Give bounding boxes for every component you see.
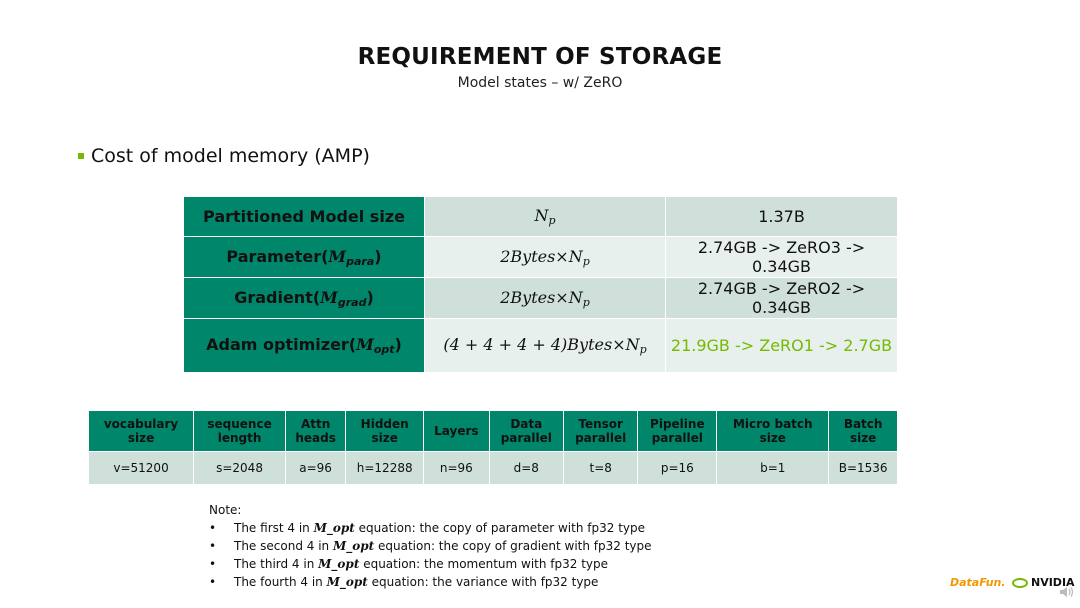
slide-title: REQUIREMENT OF STORAGE — [357, 44, 723, 70]
config-header: Attn heads — [285, 411, 345, 452]
slide-subtitle: Model states – w/ ZeRO — [457, 75, 623, 91]
config-value: h=12288 — [346, 452, 424, 485]
memory-row — [184, 278, 898, 319]
formula-prefix: 2Bytes× — [500, 246, 569, 266]
bullet-item — [78, 145, 370, 167]
config-header: Hidden size — [346, 411, 424, 452]
row-formula — [425, 237, 666, 278]
label-sub: para — [346, 254, 375, 268]
row-formula — [425, 278, 666, 319]
row-formula — [425, 319, 666, 373]
nvidia-eye-icon — [1012, 578, 1028, 588]
memory-table — [183, 196, 898, 373]
formula-prefix: 2Bytes× — [500, 287, 569, 307]
note-item: • The fourth 4 in M_opt equation: the variance with fp32 type — [209, 573, 652, 591]
formula-base: N — [625, 335, 640, 354]
bullet-square-icon — [78, 153, 84, 159]
note-list — [209, 519, 652, 591]
label-sub: opt — [373, 343, 395, 356]
note-item: • The first 4 in M_opt equation: the copy of parameter with fp32 type — [209, 519, 652, 537]
config-table — [88, 410, 898, 485]
label-base: Gradient( — [234, 287, 321, 307]
row-label — [184, 278, 425, 319]
label-var: M — [320, 287, 338, 307]
config-header: vocabulary size — [89, 411, 194, 452]
label-end: ) — [374, 246, 382, 266]
row-value: 2.74GB -> ZeRO2 -> 0.34GB — [666, 278, 898, 319]
config-value: p=16 — [638, 452, 717, 485]
config-value: d=8 — [489, 452, 563, 485]
row-label — [184, 237, 425, 278]
formula-prefix: (4 + 4 + 4 + 4)Bytes× — [443, 335, 626, 354]
label-base: Adam optimizer( — [206, 335, 357, 354]
formula-sub: p — [548, 214, 556, 227]
memory-row — [184, 319, 898, 373]
config-value: B=1536 — [829, 452, 898, 485]
label-sub: grad — [337, 295, 367, 309]
formula-base: N — [534, 206, 549, 225]
label-end: ) — [394, 335, 402, 354]
label-end: ) — [366, 287, 374, 307]
note-item: • The third 4 in M_opt equation: the momentum with fp32 type — [209, 555, 652, 573]
formula-sub: p — [582, 295, 590, 309]
row-formula — [425, 197, 666, 237]
row-value: 1.37B — [666, 197, 898, 237]
datafun-logo: DataFun. — [950, 576, 1006, 589]
speaker-icon[interactable] — [1058, 584, 1074, 600]
config-header-row — [89, 411, 898, 452]
config-header: Layers — [424, 411, 489, 452]
config-value: t=8 — [563, 452, 637, 485]
config-value: n=96 — [424, 452, 489, 485]
config-value: v=51200 — [89, 452, 194, 485]
config-value: s=2048 — [194, 452, 286, 485]
row-value: 2.74GB -> ZeRO3 -> 0.34GB — [666, 237, 898, 278]
config-value: a=96 — [285, 452, 345, 485]
nvidia-logo-text: NVIDIA — [1031, 576, 1075, 589]
bullet-text: Cost of model memory (AMP) — [91, 145, 370, 167]
formula-sub: p — [582, 254, 590, 268]
formula-base: N — [568, 287, 583, 307]
config-header: Micro batch size — [717, 411, 829, 452]
row-label: Partitioned Model size — [184, 197, 425, 237]
memory-row — [184, 197, 898, 237]
label-var: M — [356, 335, 374, 354]
config-header: sequence length — [194, 411, 286, 452]
label-base: Parameter( — [226, 246, 329, 266]
config-value: b=1 — [717, 452, 829, 485]
note-heading: Note: — [209, 503, 242, 517]
row-value-highlight: 21.9GB -> ZeRO1 -> 2.7GB — [666, 319, 898, 373]
formula-sub: p — [639, 343, 647, 356]
row-label — [184, 319, 425, 373]
memory-row — [184, 237, 898, 278]
config-header: Tensor parallel — [563, 411, 637, 452]
formula-base: N — [568, 246, 583, 266]
config-header: Batch size — [829, 411, 898, 452]
config-value-row — [89, 452, 898, 485]
note-block — [209, 501, 652, 591]
label-var: M — [328, 246, 347, 266]
config-header: Data parallel — [489, 411, 563, 452]
config-header: Pipeline parallel — [638, 411, 717, 452]
note-item: • The second 4 in M_opt equation: the copy of gradient with fp32 type — [209, 537, 652, 555]
